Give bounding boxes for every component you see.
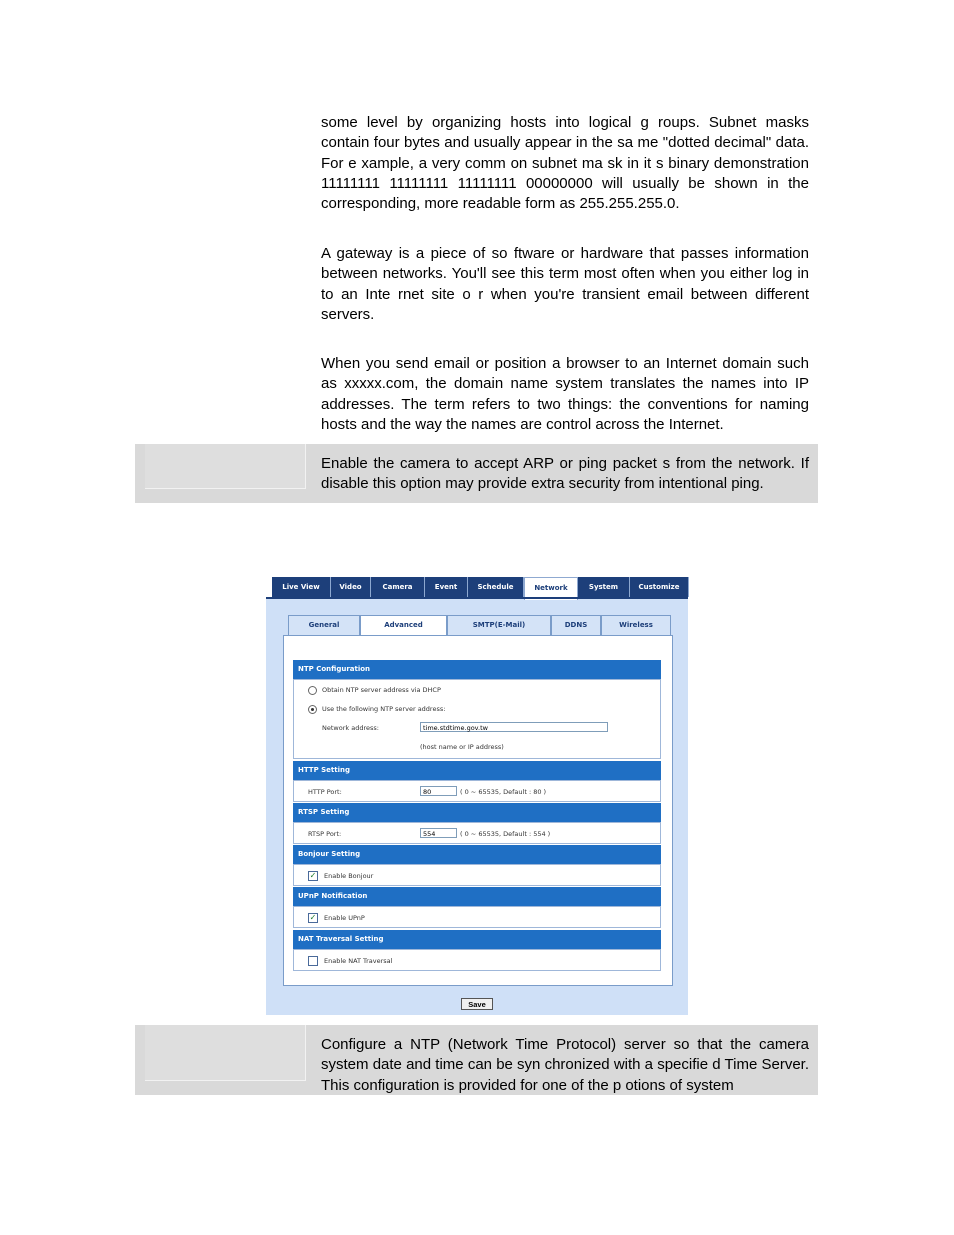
rtsp-section-body	[293, 822, 661, 844]
subnet-mask-paragraph: some level by organizing hosts into logical g roups. Subnet masks contain four bytes and usually appear in the sa me "dotted decimal" data. For e xample, a very comm on subnet ma sk in it s binary demonstration 11111111 11111111 11111111 00000000 will usually be shown in the corresponding, more readable form as 255.255.255.0.	[321, 114, 809, 213]
nat-label: Enable NAT Traversal	[324, 957, 393, 965]
row-label-cell	[145, 1025, 306, 1081]
ntp-section-header: NTP Configuration	[293, 660, 661, 679]
save-button[interactable]: Save	[461, 998, 493, 1010]
network-address-label: Network address:	[322, 724, 379, 732]
ntp-description-row	[135, 1025, 818, 1095]
sub-tabs	[284, 615, 671, 635]
ntp-manual-label: Use the following NTP server address:	[322, 705, 446, 713]
tab-camera[interactable]: Camera	[371, 577, 425, 597]
nat-section-header: NAT Traversal Setting	[293, 930, 661, 949]
http-port-hint: ( 0 ~ 65535, Default : 80 )	[460, 788, 547, 796]
dns-paragraph: When you send email or position a browser to an Internet domain such as xxxxx.com, the domain name system translates the names into IP addresses. The term refers to two things: the conventions for naming hosts and the way the names are control across the Internet.	[321, 355, 809, 433]
bonjour-section-body	[293, 864, 661, 886]
ping-description-text: Enable the camera to accept ARP or ping packet s from the network. If disable this option may provide extra security from intentional ping.	[321, 455, 809, 493]
tab-network[interactable]: Network	[524, 577, 578, 600]
upnp-section-body	[293, 906, 661, 928]
tab-customize[interactable]: Customize	[630, 577, 689, 597]
subtab-smtp[interactable]: SMTP(E-Mail)	[447, 615, 551, 635]
gateway-paragraph: A gateway is a piece of so ftware or hardware that passes information between networks. You'll see this term most often when you either log in to an Inte rnet site o r when you're transient email between different servers.	[321, 245, 809, 323]
ntp-description-text: Configure a NTP (Network Time Protocol) server so that the camera system date and time can be syn chronized with a specifie d Time Server. This configuration is provided for one of the p otions of system	[321, 1036, 809, 1094]
upnp-label: Enable UPnP	[324, 914, 365, 922]
top-navigation	[266, 577, 688, 597]
rtsp-port-label: RTSP Port:	[308, 830, 342, 838]
tab-video[interactable]: Video	[331, 577, 371, 597]
http-section-body	[293, 780, 661, 802]
check-icon: ✓	[309, 913, 317, 922]
bonjour-section-header: Bonjour Setting	[293, 845, 661, 864]
upnp-checkbox[interactable]	[308, 913, 318, 923]
tab-event[interactable]: Event	[425, 577, 468, 597]
network-address-hint: (host name or IP address)	[420, 743, 504, 751]
ntp-dhcp-radio[interactable]	[308, 686, 317, 695]
http-port-label: HTTP Port:	[308, 788, 342, 796]
http-port-input[interactable]: 80	[420, 786, 457, 796]
ntp-manual-radio[interactable]	[308, 705, 317, 714]
tab-system[interactable]: System	[578, 577, 630, 597]
tab-schedule[interactable]: Schedule	[468, 577, 524, 597]
ping-description-row	[135, 444, 818, 503]
nat-section-body	[293, 949, 661, 971]
rtsp-section-header: RTSP Setting	[293, 803, 661, 822]
tab-live-view[interactable]: Live View	[272, 577, 331, 597]
bonjour-checkbox[interactable]	[308, 871, 318, 881]
row-label-cell	[145, 444, 306, 489]
check-icon: ✓	[309, 871, 317, 880]
ntp-dhcp-label: Obtain NTP server address via DHCP	[322, 686, 441, 694]
subtab-wireless[interactable]: Wireless	[601, 615, 671, 635]
nav-band	[266, 597, 688, 599]
ntp-section-body	[293, 679, 661, 759]
settings-panel	[283, 635, 673, 986]
upnp-section-header: UPnP Notification	[293, 887, 661, 906]
rtsp-port-input[interactable]: 554	[420, 828, 457, 838]
bonjour-label: Enable Bonjour	[324, 872, 374, 880]
nat-checkbox[interactable]	[308, 956, 318, 966]
camera-network-advanced-screenshot	[266, 577, 688, 1015]
network-address-input[interactable]: time.stdtime.gov.tw	[420, 722, 608, 732]
http-section-header: HTTP Setting	[293, 761, 661, 780]
subtab-general[interactable]: General	[288, 615, 360, 635]
subtab-advanced[interactable]: Advanced	[360, 615, 447, 636]
subtab-ddns[interactable]: DDNS	[551, 615, 601, 635]
rtsp-port-hint: ( 0 ~ 65535, Default : 554 )	[460, 830, 551, 838]
